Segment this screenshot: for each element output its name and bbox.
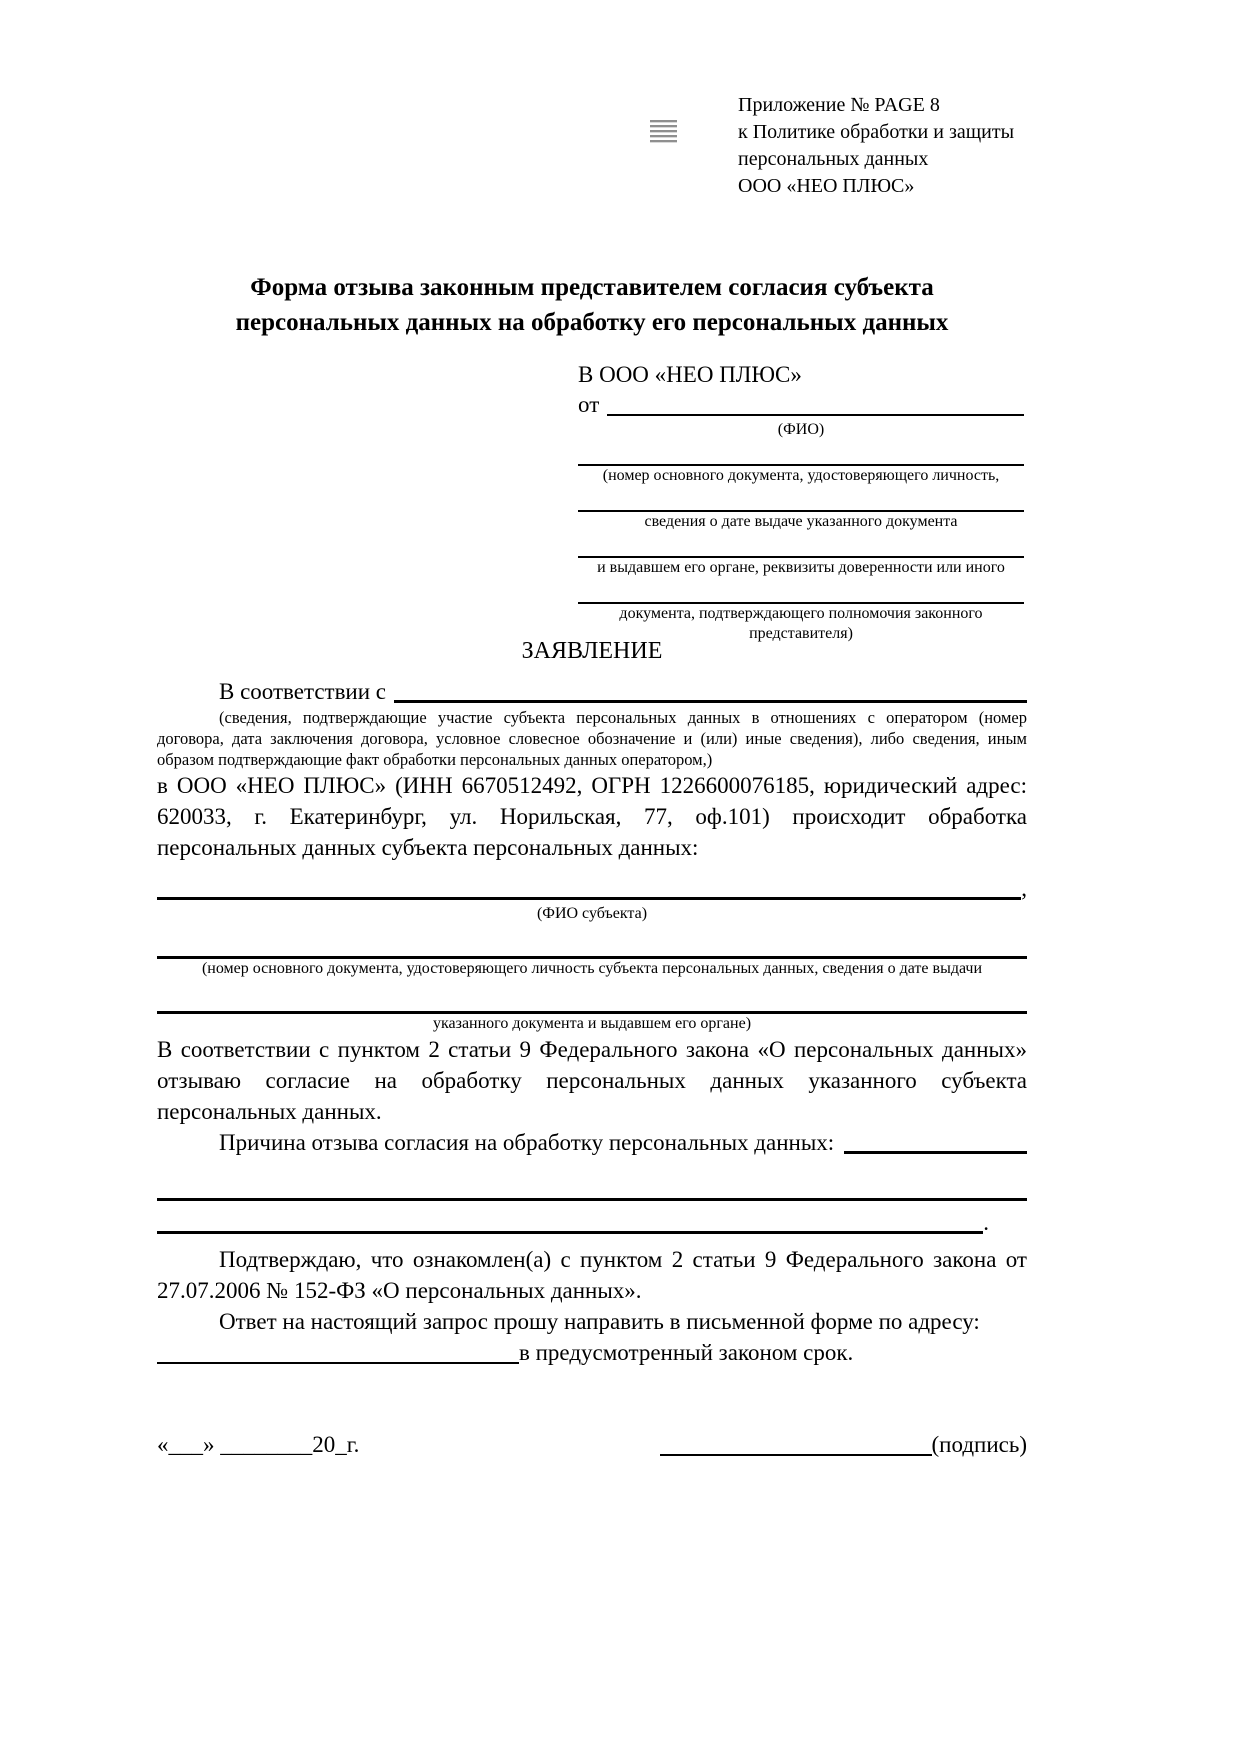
signature-block — [660, 1430, 1027, 1460]
date-line: «___» ________20_г. — [157, 1432, 360, 1457]
doc-field-group — [578, 440, 1024, 486]
title-line-2: персональных данных на обработку его персональных данных — [235, 309, 949, 336]
reply-line-2 — [157, 1337, 1027, 1368]
policy-line-1: к Политике обработки и защиты — [738, 121, 1015, 143]
appendix-header — [738, 92, 1014, 200]
date-signature-row — [157, 1430, 1027, 1460]
title-line-1: Форма отзыва законным представителем согласия субъекта — [250, 274, 934, 301]
policy-line-2: персональных данных — [738, 148, 929, 170]
doc-field-group — [578, 532, 1024, 578]
doc-caption-2: сведения о дате выдаче указанного документа — [644, 513, 958, 530]
subject-doc-fill-line-1 — [157, 930, 1027, 959]
from-label: от — [578, 392, 600, 417]
subject-doc-fill-line-2 — [157, 985, 1027, 1014]
reason-fill-line — [844, 1127, 1027, 1154]
subject-doc-caption-1: (номер основного документа, удостоверяющего личность субъекта персональных данных, сведения о дате выдачи — [201, 960, 983, 977]
reason-fill-row-3 — [157, 1207, 1027, 1238]
reason-label: Причина отзыва согласия на обработку персональных данных: — [219, 1130, 835, 1155]
doc-caption-4: документа, подтверждающего полномочия законного представителя) — [619, 605, 983, 642]
reply-line-1: Ответ на настоящий запрос прошу направить в письменной форме по адресу: — [219, 1309, 980, 1334]
doc-fill-line-3 — [578, 532, 1024, 558]
doc-caption-1: (номер основного документа, удостоверяющего личность, — [602, 467, 1000, 484]
doc-fill-line-1 — [578, 440, 1024, 466]
from-field-row — [578, 390, 1024, 420]
confirm-paragraph: Подтверждаю, что ознакомлен(а) с пунктом 2 статьи 9 Федерального закона от 27.07.2006 № 152-ФЗ «О персональных данных». — [157, 1247, 1027, 1303]
withdraw-paragraph: В соответствии с пунктом 2 статьи 9 Федерального закона «О персональных данных» отзываю согласие на обработку персональных данных указанного субъекта персональных данных. — [157, 1037, 1027, 1124]
subject-fio-caption: (ФИО субъекта) — [536, 905, 648, 922]
doc-field-group — [578, 578, 1024, 644]
signature-fill-line — [660, 1430, 932, 1456]
document-title — [157, 270, 1027, 340]
operator-paragraph: в ООО «НЕО ПЛЮС» (ИНН 6670512492, ОГРН 1226600076185, юридический адрес: 620033, г. Екатеринбург, ул. Норильская, 77, оф.101) происходит обработка персональных данных субъекта персональных данных: — [157, 773, 1027, 860]
addressee-to: В ООО «НЕО ПЛЮС» — [578, 362, 802, 387]
doc-fill-line-4 — [578, 578, 1024, 604]
fio-caption: (ФИО) — [777, 421, 825, 438]
reason-fill-line-2 — [157, 1172, 1027, 1201]
statement-body — [157, 676, 1027, 1368]
reason-fill-line-3 — [157, 1207, 983, 1234]
text-lines-icon — [650, 120, 677, 143]
accordance-footnote: (сведения, подтверждающие участие субъекта персональных данных в отношениях с оператором (номер договора, дата заключения договора, условное словесное обозначение и (или) иные сведения), либо сведения, иным образом подтверждающие факт обработки персональных данных оператором,) — [157, 708, 1027, 769]
statement-heading: ЗАЯВЛЕНИЕ — [521, 638, 663, 664]
doc-caption-3: и выдавшем его органе, реквизиты доверенности или иного — [597, 559, 1005, 576]
reason-row — [157, 1127, 1027, 1158]
addressee-block — [578, 360, 1024, 644]
subject-fio-fill-line — [157, 873, 1021, 900]
accordance-row — [157, 676, 1027, 707]
doc-fill-line-2 — [578, 486, 1024, 512]
company-name: ООО «НЕО ПЛЮС» — [738, 175, 915, 197]
accordance-fill-line — [394, 676, 1027, 703]
signature-caption: (подпись) — [931, 1432, 1027, 1457]
address-fill-line — [157, 1337, 519, 1364]
doc-field-group — [578, 486, 1024, 532]
reply-line-2-suffix: в предусмотренный законом срок. — [519, 1340, 854, 1365]
from-fill-line — [607, 390, 1024, 416]
subject-fio-row — [157, 873, 1027, 904]
subject-doc-caption-2: указанного документа и выдавшем его органе) — [432, 1015, 752, 1032]
accordance-label: В соответствии с — [219, 679, 387, 704]
subject-line-suffix: , — [1021, 876, 1027, 901]
appendix-number-line: Приложение № PAGE 8 — [738, 94, 940, 116]
reason-line-suffix: . — [983, 1210, 989, 1235]
